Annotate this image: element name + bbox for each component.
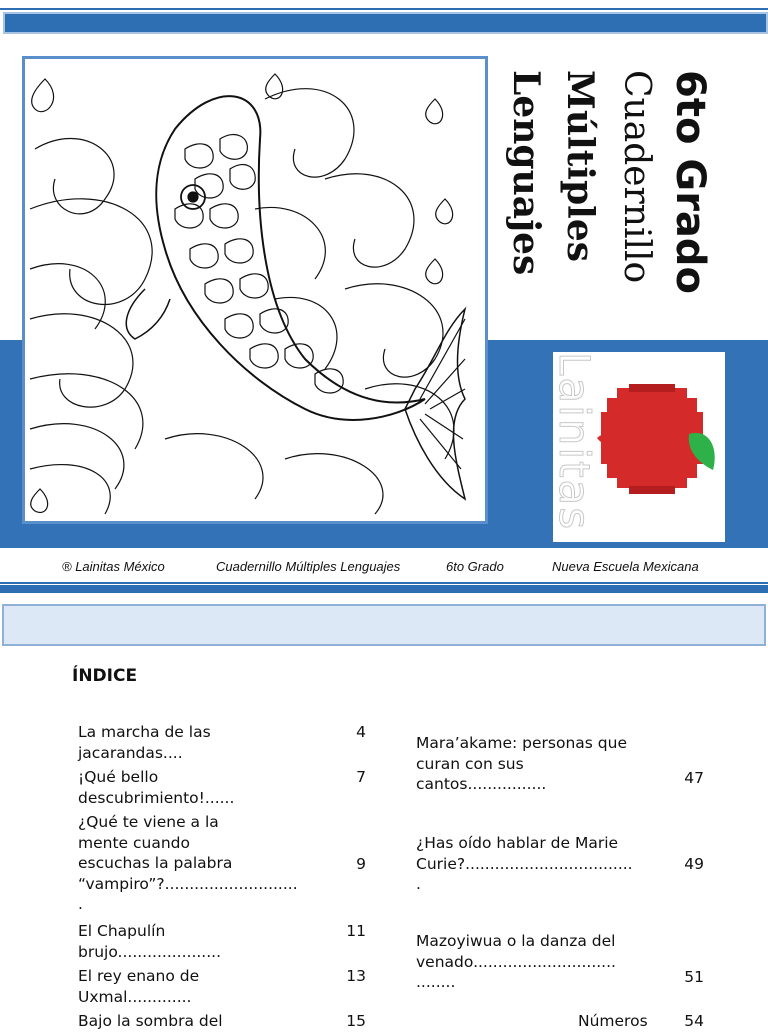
- toc-item-page: 13: [346, 967, 366, 985]
- toc-item-title: ¡Qué bello descubrimiento!......: [78, 768, 235, 807]
- toc-item-page: 4: [356, 723, 366, 741]
- toc-item-page: 15: [346, 1012, 366, 1030]
- toc-item-page: 7: [356, 768, 366, 786]
- title-cuadernillo: Cuadernillo: [616, 70, 657, 284]
- footer-booklet: Cuadernillo Múltiples Lenguajes: [216, 559, 401, 574]
- toc-item-page: 51: [684, 968, 704, 986]
- index-heading: ÍNDICE: [72, 666, 138, 686]
- toc-item-title: La marcha de las jacarandas....: [78, 723, 211, 762]
- toc-item-page: 11: [346, 922, 366, 940]
- toc-item-page: 47: [684, 769, 704, 787]
- title-multiples: Múltiples: [559, 70, 601, 263]
- toc-item-title: Mara’akame: personas que curan con sus cantos................: [416, 734, 627, 793]
- toc-item-title: El rey enano de Uxmal.............: [78, 967, 200, 1006]
- footer-school: Nueva Escuela Mexicana: [552, 559, 699, 574]
- footer-brand: ® Lainitas México: [62, 559, 165, 574]
- toc-item-title: El Chapulín brujo.....................: [78, 922, 222, 961]
- title-lenguajes: Lenguajes: [505, 70, 547, 276]
- toc-item-title: Bajo la sombra del: [78, 1012, 223, 1030]
- toc-item-title: ¿Qué te viene a la mente cuando escuchas la palabra “vampiro”?........................... .: [78, 813, 298, 913]
- toc-item-title: ¿Has oído hablar de Marie Curie?.................................. .: [416, 834, 633, 893]
- logo-text: Lainitas: [550, 352, 599, 532]
- toc-item-title: Mazoyiwua o la danza del venado............................. ........: [416, 932, 616, 991]
- toc-item-page: 49: [684, 855, 704, 873]
- title-grade: 6to Grado: [667, 70, 713, 295]
- toc-item-page: 9: [356, 855, 366, 873]
- toc-item-page: 54: [684, 1012, 704, 1030]
- footer-grade: 6to Grado: [446, 559, 504, 574]
- toc-item-title: Números: [578, 1012, 648, 1030]
